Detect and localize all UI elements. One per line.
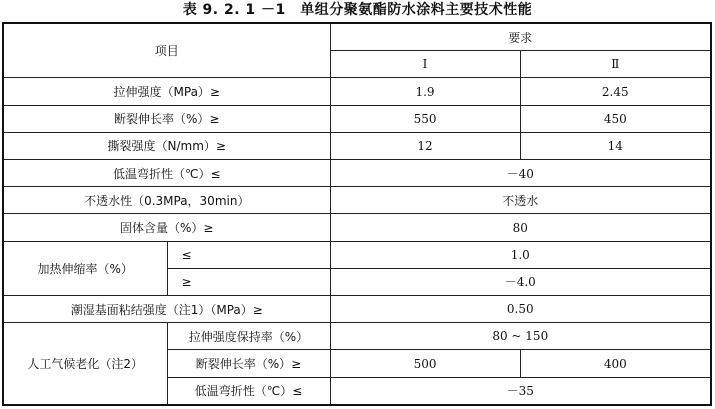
row-sublabel: 拉伸强度保持率（%） [167,323,330,350]
row-label: 人工气候老化（注2） [3,323,167,405]
row-sublabel-ge: ≥ [167,268,330,295]
table-row-solid [3,214,711,241]
row-value-grade-2: 450 [520,105,711,132]
row-label: 不透水性（0.3MPa，30min） [3,187,330,214]
row-label: 固体含量（%）≥ [3,214,330,241]
row-value-ge: －4.0 [330,268,711,295]
row-label: 拉伸强度（MPa）≥ [3,78,330,105]
header-requirement: 要求 [330,23,711,51]
row-value-le: 1.0 [330,241,711,268]
row-value: －40 [330,160,711,187]
row-sublabel-le: ≤ [167,241,330,268]
table-row-tear [3,132,711,159]
row-value-grade-1: 550 [330,105,520,132]
row-value: 不透水 [330,187,711,214]
table-row-low-temp [3,160,711,187]
header-item: 项目 [3,23,330,78]
table-row-impermeable [3,187,711,214]
row-value: 0.50 [330,296,711,323]
row-value-grade-2: 14 [520,132,711,159]
header-grade-1: Ⅰ [330,51,520,78]
row-label: 加热伸缩率（%） [3,241,167,295]
row-label: 潮湿基面粘结强度（注1）（MPa）≥ [3,296,330,323]
table-row-tensile [3,78,711,105]
row-label: 撕裂强度（N/mm）≥ [3,132,330,159]
row-value-grade-1: 500 [330,350,520,377]
row-label: 断裂伸长率（%）≥ [3,105,330,132]
row-sublabel: 断裂伸长率（%）≥ [167,350,330,377]
table-row-aging-retention [3,323,711,350]
row-value-grade-2: 400 [520,350,711,377]
table-row-wet-bond [3,296,711,323]
row-value: 80 ~ 150 [330,323,711,350]
table-row-elongation [3,105,711,132]
header-grade-2: Ⅱ [520,51,711,78]
row-sublabel: 低温弯折性（℃）≤ [167,377,330,405]
row-value: －35 [330,377,711,405]
table-row-heat-shrink-le [3,241,711,268]
row-label: 低温弯折性（℃）≤ [3,160,330,187]
spec-table [2,22,712,406]
table-title: 表 9. 2. 1 －1 单组分聚氨酯防水涂料主要技术性能 [182,2,533,18]
row-value-grade-1: 1.9 [330,78,520,105]
row-value: 80 [330,214,711,241]
row-value-grade-1: 12 [330,132,520,159]
row-value-grade-2: 2.45 [520,78,711,105]
table-header-row [3,23,711,51]
